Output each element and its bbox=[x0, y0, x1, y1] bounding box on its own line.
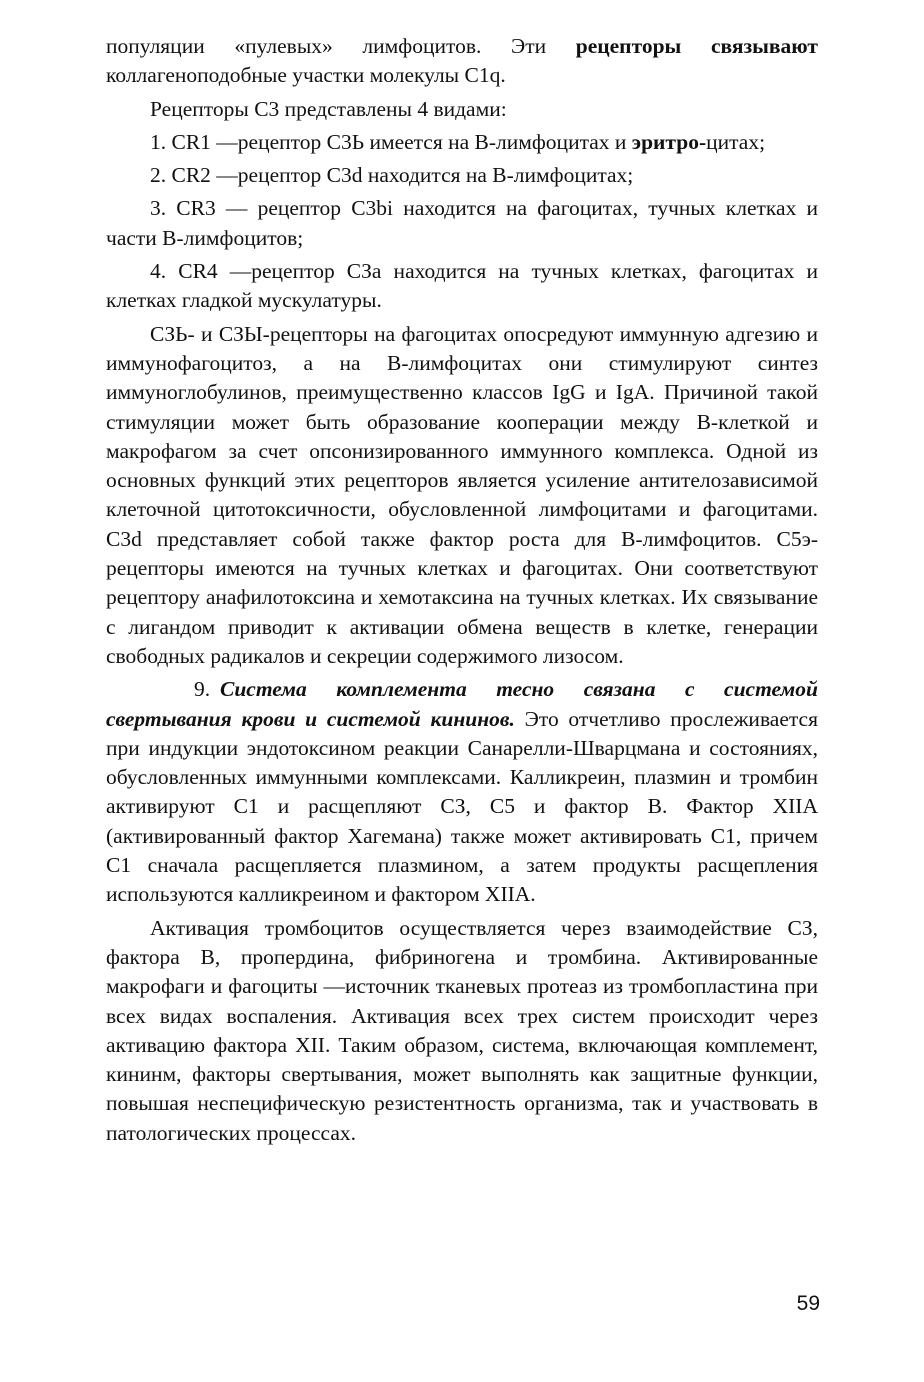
list-number: 9. bbox=[194, 677, 211, 702]
paragraph-point-9 bbox=[106, 675, 818, 909]
paragraph-list-item-cr3: 3. CR3 — рецептор C3bi находится на фагоцитах, тучных клетках и части В-лимфоцитов; bbox=[106, 196, 818, 250]
page-text-body bbox=[106, 32, 818, 1148]
paragraph-receptor-functions: СЗЬ- и СЗЫ-рецепторы на фагоцитах опосредуют иммунную адгезию и иммунофагоцитоз, а на В-лимфоцитах они стимулируют синтез иммуноглобулинов, преимущественно классов IgG и IgA. Причиной такой стимуляции может быть образование кооперации между В-клеткой и макрофагом за счет опсонизированного иммунного комплекса. Одной из основных функций этих рецепторов является усиление антителозависимой клеточной цитотоксичности, обусловленной лимфоцитами и фагоцитами. C3d представляет собой также фактор роста для В-лимфоцитов. С5э-рецепторы имеются на тучных клетках и фагоцитах. Они соответствуют рецептору анафилотоксина и хемотаксина на тучных клетках. Их связывание с лигандом приводит к активации обмена веществ в клетке, генерации свободных радикалов и секреции содержимого лизосом. bbox=[106, 321, 818, 668]
paragraph-receptors-intro: Рецепторы С3 представлены 4 видами: bbox=[150, 96, 507, 121]
page-number: 59 bbox=[796, 1292, 820, 1315]
bold-italic-text-run: Система комплемента тесно связана с системой свертывания крови и системой кининов. bbox=[106, 677, 818, 731]
paragraph-continuation bbox=[106, 32, 818, 91]
paragraph-platelet-activation: Активация тромбоцитов осуществляется через взаимодействие СЗ, фактора В, пропердина, фибриногена и тромбина. Активированные макрофаги и фагоциты —источник тканевых протеаз из тромбопластина при всех видах воспаления. Активация всех трех систем происходит через активацию фактора XII. Таким образом, система, включающая комплемент, кининм, факторы свертывания, может выполнять как защитные функции, повышая неспецифическую резистентность организма, так и участвовать в патологических процессах. bbox=[106, 915, 818, 1145]
bold-text-run: рецепторы связывают bbox=[575, 34, 818, 58]
text-run: коллагеноподобные участки молекулы C1q. bbox=[106, 63, 506, 88]
paragraph-list-item-cr4: 4. CR4 —рецептор СЗа находится на тучных клетках, фагоцитах и клетках гладкой мускулатуры. bbox=[106, 259, 818, 313]
text-run: цитах; bbox=[706, 129, 766, 154]
paragraph-list-item-cr1 bbox=[106, 128, 818, 157]
bold-text-run: эритро- bbox=[631, 129, 707, 154]
paragraph-list-item-cr2: 2. CR2 —рецептор C3d находится на В-лимфоцитах; bbox=[150, 163, 634, 188]
text-run: Это отчетливо прослеживается при индукции эндотоксином реакции Санарелли-Шварцмана и состояниях, обусловленных иммунными комплексами. Калликреин, плазмин и тромбин активируют С1 и расщепляют СЗ, С5 и фактор В. Фактор ХIIА (активированный фактор Хагемана) также может активировать С1, причем С1 сначала расщепляется плазмином, а затем продукты расщепления используются калликреином и фактором ХIIА. bbox=[106, 706, 818, 907]
text-run: 1. CR1 —рецептор С3Ь имеется на В-лимфоцитах и bbox=[150, 129, 632, 154]
text-run: популяции «пулевых» лимфоцитов. Эти bbox=[106, 34, 576, 58]
